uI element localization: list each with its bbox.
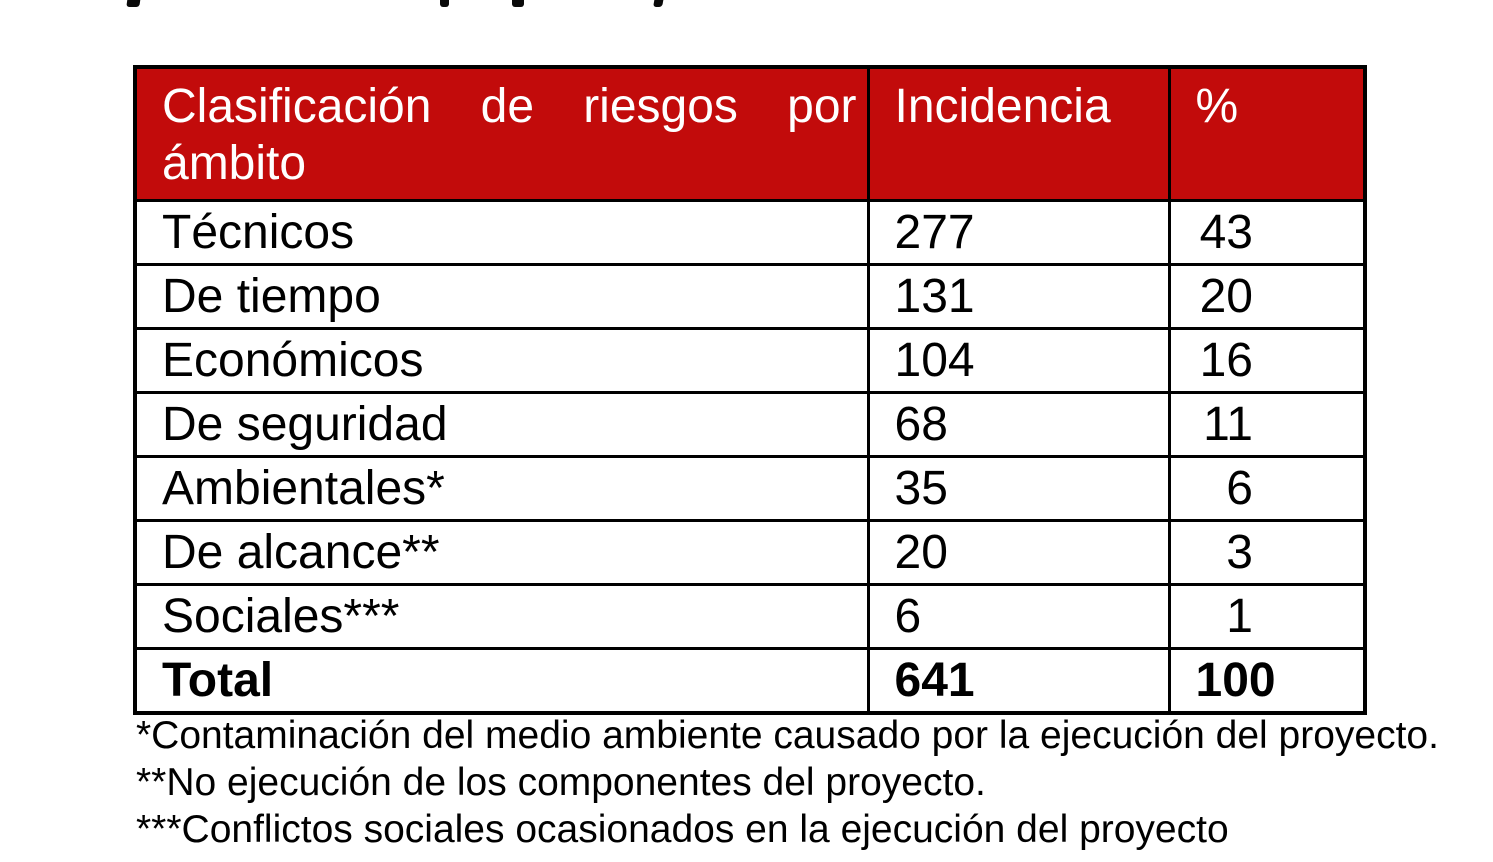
row-incidencia: 35 — [868, 457, 1169, 521]
row-percent: 11 — [1169, 393, 1365, 457]
header-cell-percent: % — [1169, 67, 1365, 201]
header-row — [135, 67, 1365, 201]
footnote-sociales: ***Conflictos sociales ocasionados en la ejecución del proyecto — [136, 808, 1229, 851]
row-percent: 16 — [1169, 329, 1365, 393]
header-classification-line1: Clasificación de riesgos por — [162, 80, 857, 133]
row-label: De tiempo — [135, 265, 868, 329]
table-row-de-tiempo — [135, 265, 1365, 329]
row-incidencia: 6 — [868, 585, 1169, 649]
row-label: Sociales*** — [135, 585, 868, 649]
row-label: De seguridad — [135, 393, 868, 457]
table-row-de-seguridad — [135, 393, 1365, 457]
row-percent: 20 — [1169, 265, 1365, 329]
footnotes — [136, 712, 1486, 853]
row-percent: 43 — [1169, 201, 1365, 265]
header-classification-line2: ámbito — [162, 137, 307, 190]
row-incidencia: 68 — [868, 393, 1169, 457]
row-label: Técnicos — [135, 201, 868, 265]
cropped-text-descender-fragment — [653, 0, 664, 7]
table-row-economicos — [135, 329, 1365, 393]
row-label: Económicos — [135, 329, 868, 393]
row-incidencia: 104 — [868, 329, 1169, 393]
header-cell-incidencia: Incidencia — [868, 67, 1169, 201]
table-row-tecnicos — [135, 201, 1365, 265]
row-label: De alcance** — [135, 521, 868, 585]
table-header — [135, 67, 1365, 201]
table-row-ambientales — [135, 457, 1365, 521]
table-body — [135, 201, 1365, 714]
risk-classification-table — [133, 65, 1367, 715]
table-row-de-alcance — [135, 521, 1365, 585]
row-incidencia: 277 — [868, 201, 1169, 265]
row-incidencia: 20 — [868, 521, 1169, 585]
total-incidencia: 641 — [868, 649, 1169, 714]
footnote-ambientales: *Contaminación del medio ambiente causado por la ejecución del proyecto. — [136, 714, 1439, 757]
table-row-total — [135, 649, 1365, 714]
row-incidencia: 131 — [868, 265, 1169, 329]
cropped-text-descender-fragment — [440, 0, 449, 7]
cropped-text-descender-fragment — [126, 0, 140, 7]
row-percent: 6 — [1169, 457, 1365, 521]
row-percent: 3 — [1169, 521, 1365, 585]
row-label: Ambientales* — [135, 457, 868, 521]
header-cell-classification — [135, 67, 868, 201]
table-row-sociales — [135, 585, 1365, 649]
total-percent: 100 — [1169, 649, 1365, 714]
cropped-text-descender-fragment — [512, 0, 524, 7]
total-label: Total — [135, 649, 868, 714]
row-percent: 1 — [1169, 585, 1365, 649]
footnote-alcance: **No ejecución de los componentes del proyecto. — [136, 761, 986, 804]
